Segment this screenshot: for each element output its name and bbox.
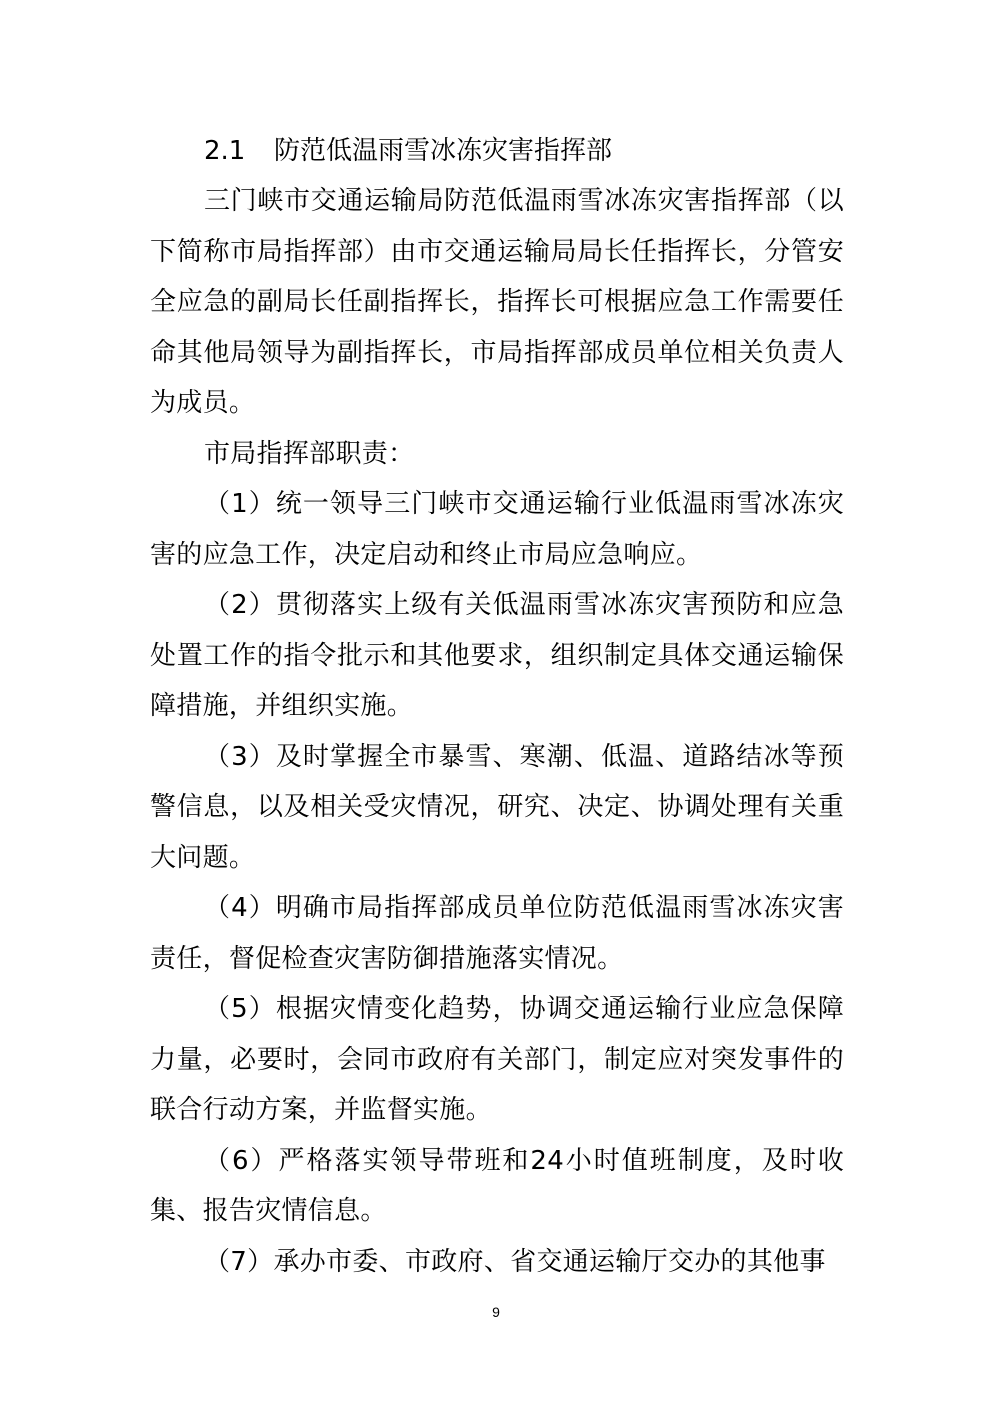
section-heading: [150, 126, 844, 176]
paragraph-duty-3: （3）及时掌握全市暴雪、寒潮、低温、道路结冰等预警信息，以及相关受灾情况，研究、决定、协调处理有关重大问题。: [150, 741, 844, 873]
paragraph-duty-6: （6）严格落实领导带班和24小时值班制度，及时收集、报告灾情信息。: [150, 1145, 844, 1226]
paragraph-duty-5: （5）根据灾情变化趋势，协调交通运输行业应急保障力量，必要时，会同市政府有关部门，制定应对突发事件的联合行动方案，并监督实施。: [150, 994, 844, 1125]
page-number: 9: [492, 1304, 500, 1320]
paragraph-duty-1: （1）统一领导三门峡市交通运输行业低温雨雪冰冻灾害的应急工作，决定启动和终止市局应急响应。: [150, 489, 844, 570]
page-content: [150, 126, 844, 1287]
section-title: 防范低温雨雪冰冻灾害指挥部: [274, 136, 613, 166]
paragraph-duty-7: （7）承办市委、市政府、省交通运输厅交办的其他事: [204, 1246, 826, 1277]
paragraph-duty-2: （2）贯彻落实上级有关低温雨雪冰冻灾害预防和应急处置工作的指令批示和其他要求，组织制定具体交通运输保障措施，并组织实施。: [150, 590, 844, 721]
section-number: 2.1: [204, 136, 246, 166]
paragraph-duties-heading: 市局指挥部职责：: [204, 438, 415, 469]
paragraph-intro: 三门峡市交通运输局防范低温雨雪冰冻灾害指挥部（以下简称市局指挥部）由市交通运输局局长任指挥长，分管安全应急的副局长任副指挥长，指挥长可根据应急工作需要任命其他局领导为副指挥长，市局指挥部成员单位相关负责人为成员。: [150, 186, 844, 418]
paragraph-duty-4: （4）明确市局指挥部成员单位防范低温雨雪冰冻灾害责任，督促检查灾害防御措施落实情况。: [150, 893, 844, 974]
